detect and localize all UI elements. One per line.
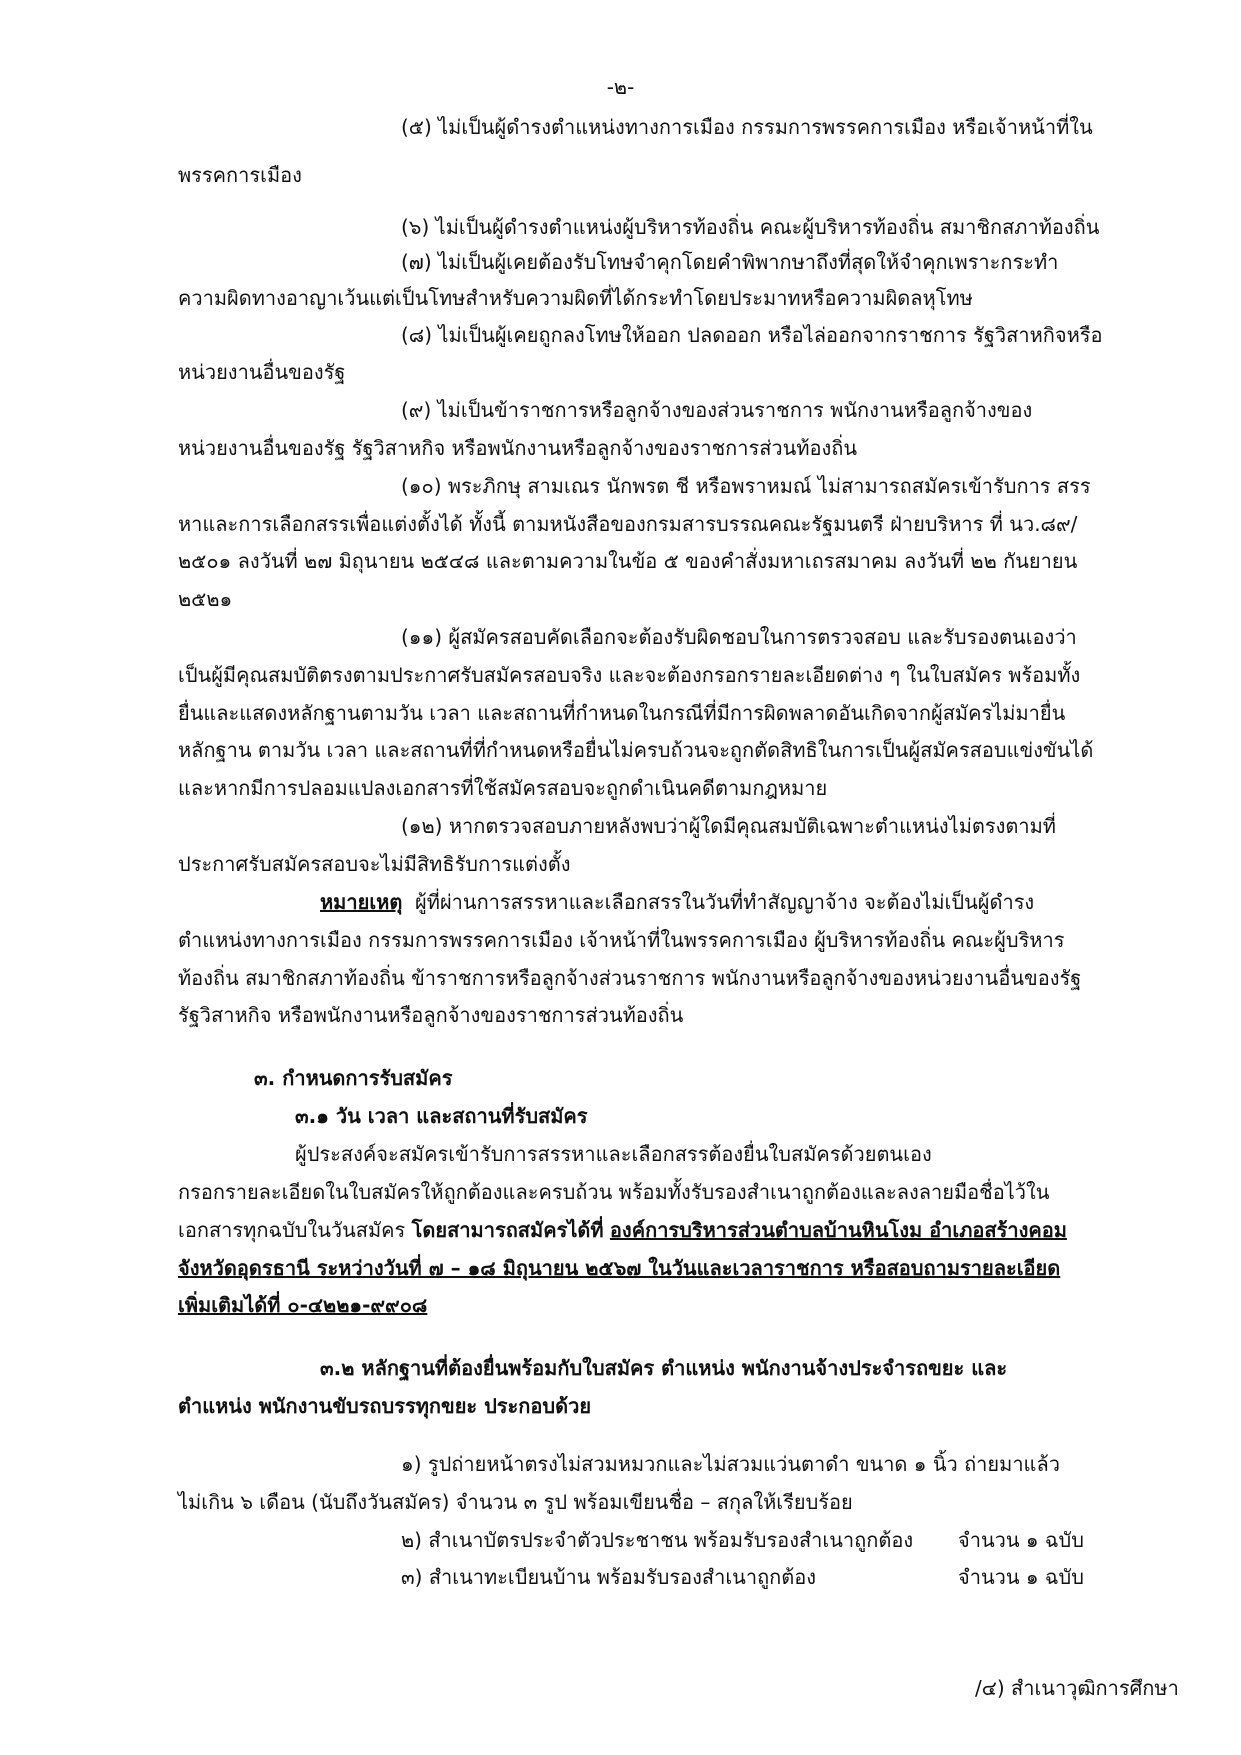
item-12-line-1: (๑๒) หากตรวจสอบภายหลังพบว่าผู้ใดมีคุณสมบัติเฉพาะตำแหน่งไม่ตรงตามที่ (401, 814, 1056, 838)
section-3-heading: ๓. กำหนดการรับสมัคร (254, 1066, 453, 1090)
next-page-continuation: /๔) สำเนาวุฒิการศึกษา (975, 1676, 1179, 1700)
item-6-line-1: (๖) ไม่เป็นผู้ดำรงตำแหน่งผู้บริหารท้องถิ่น คณะผู้บริหารท้องถิ่น สมาชิกสภาท้องถิ่น (401, 215, 1100, 239)
doc-2-qty: จำนวน ๑ ฉบับ (958, 1528, 1084, 1552)
item-5-line-2: พรรคการเมือง (178, 163, 302, 187)
item-11-line-5: และหากมีการปลอมแปลงเอกสารที่ใช้สมัครสอบจะถูกดำเนินคดีตามกฎหมาย (178, 776, 828, 800)
section-3-2-heading-2: ตำแหน่ง พนักงานขับรถบรรทุกขยะ ประกอบด้วย (178, 1394, 592, 1418)
item-10-line-3: ๒๕๐๑ ลงวันที่ ๒๗ มิถุนายน ๒๕๔๘ และตามความในข้อ ๕ ของคำสั่งมหาเถรสมาคม ลงวันที่ ๒๒ กันยายน (178, 549, 1078, 573)
section-3-1-heading: ๓.๑ วัน เวลา และสถานที่รับสมัคร (295, 1104, 588, 1128)
item-11-line-1: (๑๑) ผู้สมัครสอบคัดเลือกจะต้องรับผิดชอบในการตรวจสอบ และรับรองตนเองว่า (401, 625, 1077, 649)
section-3-1-line-2: กรอกรายละเอียดในใบสมัครให้ถูกต้องและครบถ้วน พร้อมทั้งรับรองสำเนาถูกต้องและลงลายมือชื่อไว้ใน (178, 1180, 1050, 1204)
note-text-1: ผู้ที่ผ่านการสรรหาและเลือกสรรในวันที่ทำสัญญาจ้าง จะต้องไม่เป็นผู้ดำรง (415, 890, 1035, 914)
doc-3-qty: จำนวน ๑ ฉบับ (958, 1565, 1084, 1589)
section-3-1-line-1: ผู้ประสงค์จะสมัครเข้ารับการสรรหาและเลือกสรรต้องยื่นใบสมัครด้วยตนเอง (295, 1142, 932, 1166)
section-3-1-line-5: เพิ่มเติมได้ที่ ๐-๔๒๒๑-๙๙๐๘ (178, 1293, 428, 1317)
item-7-line-1: (๗) ไม่เป็นผู้เคยต้องรับโทษจำคุกโดยคำพิพากษาถึงที่สุดให้จำคุกเพราะกระทำ (401, 250, 1059, 274)
note-line-3: ท้องถิ่น สมาชิกสภาท้องถิ่น ข้าราชการหรือลูกจ้างส่วนราชการ พนักงานหรือลูกจ้างของหน่วยงานอื่นของรัฐ (178, 966, 1082, 990)
item-5-line-1: (๕) ไม่เป็นผู้ดำรงตำแหน่งทางการเมือง กรรมการพรรคการเมือง หรือเจ้าหน้าที่ใน (401, 115, 1093, 139)
section-3-1-line-3-plain: เอกสารทุกฉบับในวันสมัคร (178, 1218, 406, 1242)
item-7-line-2: ความผิดทางอาญาเว้นแต่เป็นโทษสำหรับความผิดที่ได้กระทำโดยประมาทหรือความผิดลหุโทษ (178, 286, 973, 310)
note-line-1 (320, 887, 1034, 917)
office-name: องค์การบริหารส่วนตำบลบ้านหินโงม อำเภอสร้างคอม (609, 1218, 1067, 1242)
item-10-line-4: ๒๕๒๑ (178, 587, 233, 611)
item-11-line-3: ยื่นและแสดงหลักฐานตามวัน เวลา และสถานที่กำหนดในกรณีที่มีการผิดพลาดอันเกิดจากผู้สมัครไม่มายื่น (178, 701, 1066, 725)
item-10-line-2: หาและการเลือกสรรเพื่อแต่งตั้งได้ ทั้งนี้ ตามหนังสือของกรมสารบรรณคณะรัฐมนตรี ฝ่ายบริหาร ที่ นว.๘๙/ (178, 512, 1078, 536)
doc-3-row (0, 1562, 1241, 1592)
doc-3-text: ๓) สำเนาทะเบียนบ้าน พร้อมรับรองสำเนาถูกต้อง (401, 1565, 817, 1589)
note-line-2: ตำแหน่งทางการเมือง กรรมการพรรคการเมือง เจ้าหน้าที่ในพรรคการเมือง ผู้บริหารท้องถิ่น คณะผู้บริหาร (178, 928, 1065, 952)
note-label: หมายเหตุ (320, 890, 403, 914)
doc-1-line-2: ไม่เกิน ๖ เดือน (นับถึงวันสมัคร) จำนวน ๓ รูป พร้อมเขียนชื่อ – สกุลให้เรียบร้อย (178, 1490, 853, 1514)
page-number: -๒- (606, 75, 635, 99)
item-11-line-2: เป็นผู้มีคุณสมบัติตรงตามประกาศรับสมัครสอบจริง และจะต้องกรอกรายละเอียดต่าง ๆ ในใบสมัคร พร้อมทั้ง (178, 663, 1081, 687)
item-8-line-2: หน่วยงานอื่นของรัฐ (178, 360, 346, 384)
item-9-line-1: (๙) ไม่เป็นข้าราชการหรือลูกจ้างของส่วนราชการ พนักงานหรือลูกจ้างของ (401, 398, 1033, 422)
item-8-line-1: (๘) ไม่เป็นผู้เคยถูกลงโทษให้ออก ปลดออก หรือไล่ออกจากราชการ รัฐวิสาหกิจหรือ (401, 323, 1103, 347)
section-3-1-line-3-bold: โดยสามารถสมัครได้ที่ (411, 1218, 604, 1242)
section-3-1-line-3 (178, 1215, 1067, 1245)
item-9-line-2: หน่วยงานอื่นของรัฐ รัฐวิสาหกิจ หรือพนักงานหรือลูกจ้างของราชการส่วนท้องถิ่น (178, 436, 858, 460)
doc-1-line-1: ๑) รูปถ่ายหน้าตรงไม่สวมหมวกและไม่สวมแว่นตาดำ ขนาด ๑ นิ้ว ถ่ายมาแล้ว (401, 1452, 1060, 1476)
doc-2-row (0, 1525, 1241, 1555)
item-10-line-1: (๑๐) พระภิกษุ สามเณร นักพรต ชี หรือพราหมณ์ ไม่สามารถสมัครเข้ารับการ สรร (401, 474, 1091, 498)
section-3-1-line-4: จังหวัดอุดรธานี ระหว่างวันที่ ๗ – ๑๘ มิถุนายน ๒๕๖๗ ในวันและเวลาราชการ หรือสอบถามรายละเอียด (178, 1256, 1061, 1280)
item-11-line-4: หลักฐาน ตามวัน เวลา และสถานที่ที่กำหนดหรือยื่นไม่ครบถ้วนจะถูกตัดสิทธิในการเป็นผู้สมัครสอบแข่งขันได้ (178, 738, 1094, 762)
section-3-2-heading-1: ๓.๒ หลักฐานที่ต้องยื่นพร้อมกับใบสมัคร ตำแหน่ง พนักงานจ้างประจำรถขยะ และ (320, 1356, 1008, 1380)
note-line-4: รัฐวิสาหกิจ หรือพนักงานหรือลูกจ้างของราชการส่วนท้องถิ่น (178, 1003, 684, 1027)
doc-2-text: ๒) สำเนาบัตรประจำตัวประชาชน พร้อมรับรองสำเนาถูกต้อง (401, 1528, 914, 1552)
item-12-line-2: ประกาศรับสมัครสอบจะไม่มีสิทธิรับการแต่งตั้ง (178, 852, 571, 876)
